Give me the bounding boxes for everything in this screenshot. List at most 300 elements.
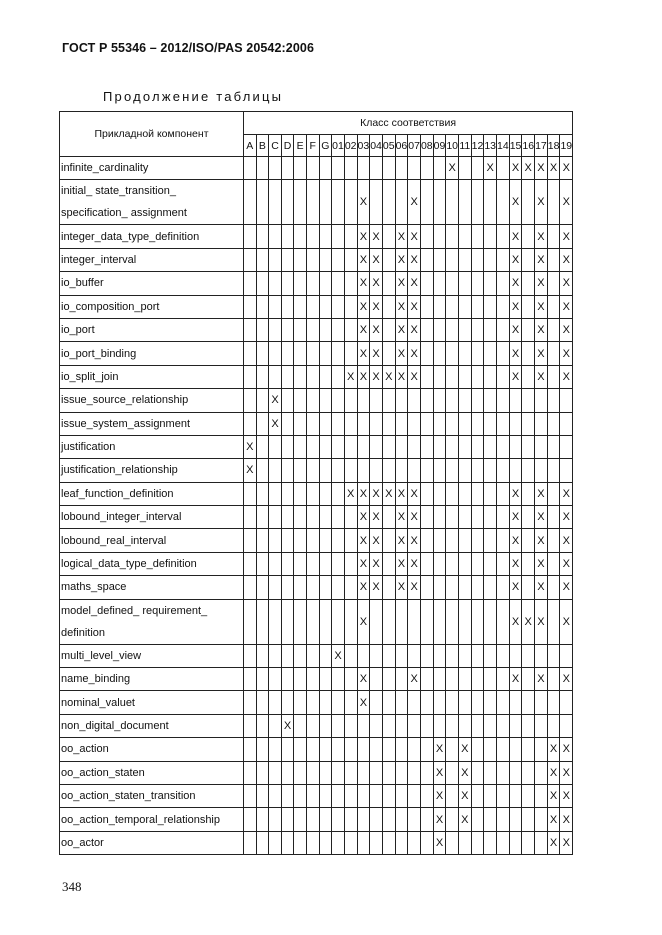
conformance-cell (256, 552, 269, 575)
conformance-cell (256, 365, 269, 388)
conformance-cell (420, 272, 433, 295)
conformance-cell (256, 248, 269, 271)
conformance-cell (459, 248, 472, 271)
table-row (60, 761, 573, 784)
conformance-cell (357, 412, 370, 435)
conformance-cell (522, 506, 535, 529)
table-row (60, 342, 573, 365)
component-name: infinite_cardinality (60, 157, 244, 180)
conformance-cell (522, 576, 535, 599)
conformance-mark: X (382, 482, 395, 505)
conformance-mark: X (433, 831, 446, 854)
conformance-cell (420, 389, 433, 412)
conformance-cell (244, 668, 257, 691)
conformance-cell (509, 738, 522, 761)
conformance-mark: X (560, 808, 573, 831)
conformance-cell (535, 435, 548, 458)
conformance-mark: X (535, 157, 548, 180)
conformance-cell (306, 225, 319, 248)
conformance-cell (484, 459, 497, 482)
class-column-19: 19 (560, 135, 573, 157)
conformance-cell (382, 225, 395, 248)
conformance-cell (294, 738, 307, 761)
conformance-cell (395, 714, 408, 737)
conformance-cell (446, 714, 459, 737)
conformance-cell (446, 784, 459, 807)
conformance-cell (306, 435, 319, 458)
conformance-cell (446, 318, 459, 341)
conformance-cell (471, 668, 484, 691)
conformance-cell (244, 365, 257, 388)
conformance-mark: X (357, 365, 370, 388)
component-name: lobound_real_interval (60, 529, 244, 552)
conformance-cell (294, 506, 307, 529)
conformance-cell (547, 365, 560, 388)
conformance-cell (332, 157, 345, 180)
conformance-cell (319, 295, 332, 318)
conformance-cell (459, 459, 472, 482)
table-row (60, 506, 573, 529)
conformance-cell (459, 180, 472, 225)
conformance-cell (244, 644, 257, 667)
conformance-mark: X (357, 342, 370, 365)
conformance-cell (484, 248, 497, 271)
conformance-cell (395, 389, 408, 412)
conformance-cell (433, 295, 446, 318)
conformance-cell (332, 342, 345, 365)
conformance-cell (344, 342, 357, 365)
conformance-cell (446, 412, 459, 435)
conformance-cell (433, 389, 446, 412)
conformance-cell (281, 412, 294, 435)
component-name: io_port (60, 318, 244, 341)
conformance-cell (484, 482, 497, 505)
conformance-cell (459, 599, 472, 644)
conformance-cell (332, 691, 345, 714)
conformance-cell (294, 808, 307, 831)
conformance-cell (471, 552, 484, 575)
table-row (60, 576, 573, 599)
conformance-mark: X (395, 506, 408, 529)
conformance-cell (281, 552, 294, 575)
conformance-mark: X (357, 318, 370, 341)
conformance-cell (547, 272, 560, 295)
conformance-cell (244, 576, 257, 599)
conformance-mark: X (395, 342, 408, 365)
conformance-cell (471, 691, 484, 714)
conformance-cell (408, 808, 421, 831)
conformance-cell (522, 552, 535, 575)
conformance-cell (319, 714, 332, 737)
conformance-cell (547, 342, 560, 365)
conformance-cell (306, 761, 319, 784)
conformance-cell (357, 738, 370, 761)
conformance-cell (306, 180, 319, 225)
conformance-cell (497, 482, 510, 505)
conformance-cell (459, 389, 472, 412)
conformance-cell (459, 365, 472, 388)
conformance-cell (244, 342, 257, 365)
conformance-cell (459, 506, 472, 529)
conformance-cell (332, 784, 345, 807)
class-column-11: 11 (459, 135, 472, 157)
conformance-cell (522, 295, 535, 318)
conformance-cell (256, 459, 269, 482)
conformance-cell (357, 808, 370, 831)
conformance-cell (395, 435, 408, 458)
table-row (60, 691, 573, 714)
conformance-cell (370, 784, 383, 807)
conformance-cell (535, 784, 548, 807)
conformance-cell (294, 180, 307, 225)
conformance-cell (522, 365, 535, 388)
conformance-cell (244, 552, 257, 575)
conformance-cell (269, 761, 282, 784)
conformance-mark: X (370, 506, 383, 529)
conformance-cell (269, 365, 282, 388)
conformance-mark: X (560, 668, 573, 691)
conformance-mark: X (357, 180, 370, 225)
conformance-cell (446, 389, 459, 412)
conformance-cell (370, 412, 383, 435)
conformance-cell (509, 784, 522, 807)
conformance-cell (281, 342, 294, 365)
class-column-A: A (244, 135, 257, 157)
conformance-cell (522, 412, 535, 435)
conformance-cell (522, 389, 535, 412)
conformance-cell (382, 459, 395, 482)
conformance-cell (319, 576, 332, 599)
component-name: name_binding (60, 668, 244, 691)
conformance-cell (332, 552, 345, 575)
conformance-cell (446, 738, 459, 761)
conformance-cell (420, 552, 433, 575)
conformance-mark: X (433, 808, 446, 831)
component-name: integer_interval (60, 248, 244, 271)
conformance-cell (370, 808, 383, 831)
conformance-mark: X (547, 784, 560, 807)
conformance-cell (522, 225, 535, 248)
conformance-cell (294, 644, 307, 667)
conformance-cell (269, 180, 282, 225)
conformance-cell (244, 691, 257, 714)
conformance-cell (269, 576, 282, 599)
conformance-cell (306, 808, 319, 831)
conformance-cell (497, 784, 510, 807)
conformance-cell (471, 412, 484, 435)
conformance-cell (433, 365, 446, 388)
conformance-mark: X (408, 552, 421, 575)
conformance-cell (256, 318, 269, 341)
conformance-cell (256, 506, 269, 529)
conformance-mark: X (446, 157, 459, 180)
conformance-cell (344, 225, 357, 248)
conformance-cell (446, 180, 459, 225)
conformance-cell (446, 506, 459, 529)
conformance-cell (370, 157, 383, 180)
conformance-cell (256, 668, 269, 691)
component-name: leaf_function_definition (60, 482, 244, 505)
conformance-mark: X (484, 157, 497, 180)
conformance-cell (433, 272, 446, 295)
conformance-cell (420, 691, 433, 714)
conformance-cell (497, 225, 510, 248)
conformance-cell (471, 180, 484, 225)
conformance-cell (332, 295, 345, 318)
conformance-cell (420, 808, 433, 831)
table-row (60, 644, 573, 667)
conformance-cell (395, 157, 408, 180)
conformance-cell (256, 157, 269, 180)
conformance-cell (497, 599, 510, 644)
conformance-table (59, 111, 573, 855)
conformance-mark: X (408, 225, 421, 248)
conformance-cell (446, 808, 459, 831)
conformance-cell (471, 738, 484, 761)
conformance-cell (433, 412, 446, 435)
conformance-cell (357, 784, 370, 807)
class-column-03: 03 (357, 135, 370, 157)
conformance-cell (471, 482, 484, 505)
conformance-cell (484, 761, 497, 784)
conformance-cell (281, 318, 294, 341)
conformance-cell (446, 482, 459, 505)
conformance-cell (332, 248, 345, 271)
conformance-mark: X (408, 318, 421, 341)
conformance-mark: X (357, 295, 370, 318)
conformance-cell (281, 644, 294, 667)
conformance-cell (497, 738, 510, 761)
conformance-cell (382, 552, 395, 575)
component-name: multi_level_view (60, 644, 244, 667)
conformance-cell (256, 412, 269, 435)
table-row (60, 412, 573, 435)
conformance-cell (306, 412, 319, 435)
conformance-cell (319, 225, 332, 248)
conformance-cell (370, 714, 383, 737)
conformance-cell (357, 459, 370, 482)
conformance-cell (420, 644, 433, 667)
conformance-mark: X (509, 180, 522, 225)
conformance-cell (459, 482, 472, 505)
conformance-cell (382, 389, 395, 412)
class-column-09: 09 (433, 135, 446, 157)
table-row (60, 738, 573, 761)
class-column-13: 13 (484, 135, 497, 157)
conformance-cell (395, 599, 408, 644)
conformance-mark: X (547, 738, 560, 761)
conformance-cell (319, 668, 332, 691)
conformance-cell (420, 668, 433, 691)
conformance-cell (459, 435, 472, 458)
conformance-cell (281, 691, 294, 714)
conformance-cell (256, 831, 269, 854)
conformance-cell (484, 784, 497, 807)
conformance-mark: X (509, 272, 522, 295)
conformance-cell (547, 318, 560, 341)
conformance-cell (306, 668, 319, 691)
conformance-cell (497, 272, 510, 295)
conformance-cell (319, 157, 332, 180)
conformance-cell (269, 552, 282, 575)
table-row (60, 295, 573, 318)
conformance-mark: X (433, 784, 446, 807)
component-name: justification (60, 435, 244, 458)
conformance-cell (332, 668, 345, 691)
conformance-cell (269, 248, 282, 271)
conformance-cell (484, 831, 497, 854)
conformance-cell (522, 482, 535, 505)
conformance-mark: X (535, 365, 548, 388)
conformance-cell (433, 459, 446, 482)
conformance-cell (420, 784, 433, 807)
table-row (60, 157, 573, 180)
table-row (60, 365, 573, 388)
conformance-cell (281, 295, 294, 318)
conformance-cell (281, 506, 294, 529)
conformance-cell (332, 180, 345, 225)
conformance-mark: X (332, 644, 345, 667)
conformance-cell (269, 295, 282, 318)
conformance-cell (306, 157, 319, 180)
conformance-cell (420, 435, 433, 458)
conformance-cell (281, 225, 294, 248)
conformance-mark: X (535, 295, 548, 318)
conformance-cell (509, 644, 522, 667)
conformance-mark: X (522, 157, 535, 180)
conformance-cell (535, 412, 548, 435)
conformance-cell (459, 318, 472, 341)
conformance-cell (306, 365, 319, 388)
conformance-mark: X (560, 342, 573, 365)
conformance-cell (244, 831, 257, 854)
conformance-cell (522, 714, 535, 737)
conformance-cell (497, 831, 510, 854)
conformance-cell (420, 529, 433, 552)
conformance-cell (408, 738, 421, 761)
conformance-mark: X (535, 529, 548, 552)
conformance-cell (459, 668, 472, 691)
conformance-cell (522, 784, 535, 807)
conformance-cell (420, 714, 433, 737)
conformance-mark: X (535, 668, 548, 691)
class-column-E: E (294, 135, 307, 157)
conformance-cell (433, 435, 446, 458)
conformance-cell (281, 272, 294, 295)
conformance-cell (382, 784, 395, 807)
conformance-cell (306, 272, 319, 295)
conformance-cell (522, 248, 535, 271)
conformance-mark: X (560, 784, 573, 807)
conformance-cell (560, 691, 573, 714)
conformance-cell (484, 435, 497, 458)
conformance-mark: X (395, 482, 408, 505)
conformance-cell (433, 529, 446, 552)
conformance-cell (344, 808, 357, 831)
conformance-cell (484, 365, 497, 388)
conformance-cell (269, 808, 282, 831)
conformance-cell (408, 412, 421, 435)
conformance-cell (281, 435, 294, 458)
conformance-cell (382, 180, 395, 225)
conformance-cell (395, 784, 408, 807)
conformance-cell (433, 318, 446, 341)
conformance-cell (497, 412, 510, 435)
conformance-cell (509, 412, 522, 435)
conformance-cell (344, 644, 357, 667)
conformance-cell (484, 738, 497, 761)
conformance-cell (294, 668, 307, 691)
conformance-cell (382, 761, 395, 784)
class-column-17: 17 (535, 135, 548, 157)
conformance-cell (560, 412, 573, 435)
conformance-cell (535, 459, 548, 482)
conformance-cell (446, 691, 459, 714)
conformance-cell (497, 365, 510, 388)
conformance-cell (433, 342, 446, 365)
conformance-cell (395, 691, 408, 714)
conformance-mark: X (395, 576, 408, 599)
conformance-cell (408, 599, 421, 644)
table-row (60, 225, 573, 248)
conformance-mark: X (560, 272, 573, 295)
conformance-cell (269, 668, 282, 691)
conformance-mark: X (560, 761, 573, 784)
page-number: 348 (62, 879, 82, 894)
conformance-mark: X (408, 576, 421, 599)
conformance-cell (382, 738, 395, 761)
conformance-cell (395, 738, 408, 761)
conformance-cell (471, 272, 484, 295)
conformance-cell (433, 644, 446, 667)
table-row (60, 529, 573, 552)
conformance-cell (459, 644, 472, 667)
conformance-cell (269, 272, 282, 295)
conformance-cell (560, 389, 573, 412)
conformance-cell (294, 831, 307, 854)
component-name: maths_space (60, 576, 244, 599)
conformance-cell (522, 761, 535, 784)
conformance-mark: X (357, 482, 370, 505)
component-name: oo_action_temporal_relationship (60, 808, 244, 831)
conformance-cell (244, 808, 257, 831)
conformance-cell (408, 714, 421, 737)
conformance-cell (370, 738, 383, 761)
conformance-cell (306, 295, 319, 318)
conformance-cell (420, 412, 433, 435)
conformance-cell (319, 180, 332, 225)
conformance-cell (244, 529, 257, 552)
conformance-mark: X (535, 272, 548, 295)
conformance-cell (382, 506, 395, 529)
conformance-cell (344, 248, 357, 271)
conformance-cell (281, 761, 294, 784)
conformance-cell (497, 295, 510, 318)
conformance-cell (420, 576, 433, 599)
conformance-cell (547, 668, 560, 691)
conformance-cell (535, 691, 548, 714)
conformance-cell (382, 435, 395, 458)
conformance-cell (332, 599, 345, 644)
conformance-cell (294, 272, 307, 295)
conformance-cell (294, 691, 307, 714)
conformance-cell (547, 435, 560, 458)
conformance-cell (344, 157, 357, 180)
conformance-cell (522, 272, 535, 295)
conformance-cell (408, 389, 421, 412)
conformance-mark: X (547, 808, 560, 831)
conformance-cell (509, 389, 522, 412)
